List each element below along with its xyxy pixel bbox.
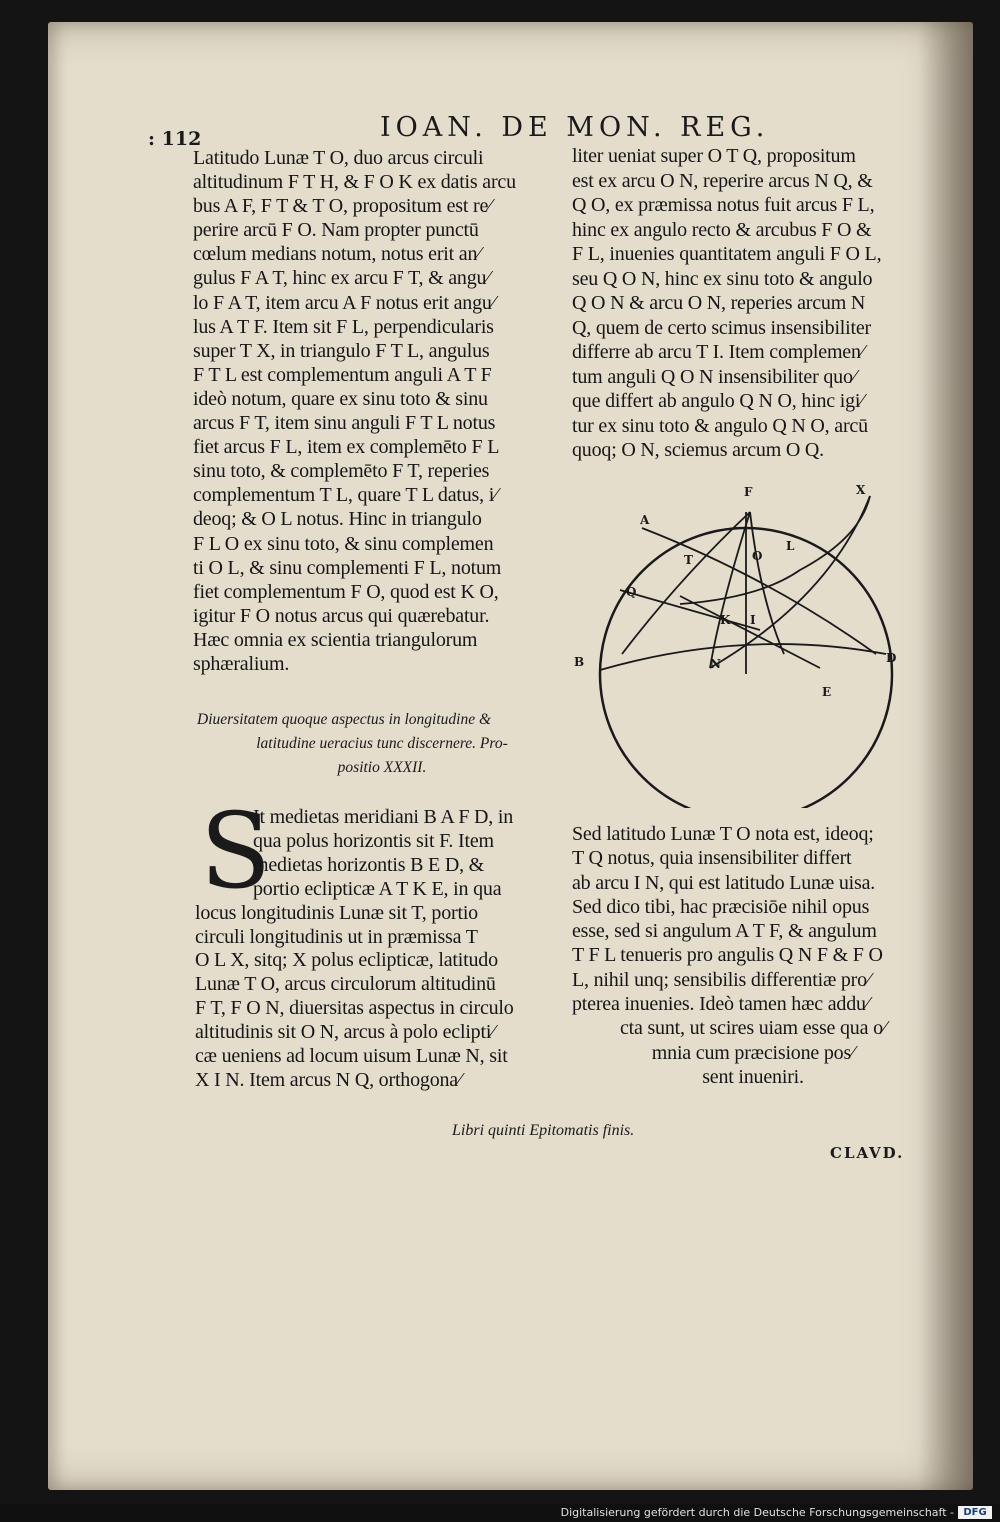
label-a: A bbox=[640, 513, 650, 527]
altitude-arc bbox=[622, 512, 750, 654]
text-line: Sed latitudo Lunæ T O nota est, ideoq; bbox=[572, 823, 874, 845]
text-line: fiet complementum F O, quod est K O, bbox=[193, 580, 499, 603]
page-number: : 112 bbox=[148, 128, 202, 150]
text-line: Sed dico tibi, hac præcisiōe nihil opus bbox=[572, 895, 870, 918]
label-n: N bbox=[710, 657, 721, 671]
text-line: O L X, sitq; X polus eclipticæ, latitudo bbox=[195, 949, 498, 972]
arc-fl bbox=[680, 596, 820, 668]
text-line: seu Q O N, hinc ex sinu toto & angulo bbox=[572, 267, 873, 290]
text-line: lus A T F. Item sit F L, perpendicularis bbox=[193, 315, 494, 338]
text-line: Latitudo Lunæ T O, duo arcus circuli bbox=[193, 147, 484, 169]
text-line: medietas horizontis B E D, & bbox=[253, 853, 485, 876]
text-line: lo F A T, item arcu A F notus erit angu⁄ bbox=[193, 291, 495, 314]
drop-capital: S bbox=[200, 790, 272, 912]
text-line: igitur F O notus arcus qui quærebatur. bbox=[193, 604, 490, 627]
text-line: Hæc omnia ex scientia triangulorum bbox=[193, 628, 478, 651]
text-line: gulus F A T, hinc ex arcu F T, & angu⁄ bbox=[193, 267, 490, 290]
colophon: Libri quinti Epitomatis finis. bbox=[452, 1122, 635, 1139]
label-x: X bbox=[856, 483, 866, 497]
text-line: ti O L, & sinu complementi F L, notum bbox=[193, 556, 502, 579]
label-l: L bbox=[786, 539, 795, 553]
proposition-title-line: Diuersitatem quoque aspectus in longitudine & bbox=[197, 711, 492, 728]
text-line: super T X, in triangulo F T L, angulus bbox=[193, 339, 490, 362]
sphere-diagram bbox=[560, 478, 940, 808]
text-line: T F L tenueris pro angulis Q N F & F O bbox=[572, 944, 883, 967]
label-q: Q bbox=[626, 585, 637, 599]
text-line: perire arcū F O. Nam propter punctū bbox=[193, 219, 479, 242]
footer-bar bbox=[0, 1504, 1000, 1522]
text-line: qua polus horizontis sit F. Item bbox=[253, 829, 494, 852]
text-line: Lunæ T O, arcus circulorum altitudinū bbox=[195, 973, 496, 996]
text-line: T Q notus, quia insensibiliter differt bbox=[572, 847, 852, 870]
text-line: sphæralium. bbox=[193, 652, 290, 675]
label-t: T bbox=[684, 553, 693, 567]
text-line: Q O, ex præmissa notus fuit arcus F L, bbox=[572, 194, 875, 216]
proposition-title-line: positio XXXII. bbox=[337, 759, 427, 776]
running-header: IOAN. DE MON. REG. bbox=[380, 112, 770, 143]
footer-credit: Digitalisierung gefördert durch die Deutsche Forschungsgemeinschaft - bbox=[560, 1506, 954, 1519]
text-line: locus longitudinis Lunæ sit T, portio bbox=[195, 901, 478, 924]
text-line: F L O ex sinu toto, & sinu complemen bbox=[193, 532, 494, 555]
text-line: F L, inuenies quantitatem anguli F O L, bbox=[572, 243, 882, 265]
text-line: F T, F O N, diuersitas aspectus in circulo bbox=[195, 997, 514, 1020]
text-line: que differt ab angulo Q N O, hinc igi⁄ bbox=[572, 390, 864, 412]
label-i: I bbox=[750, 613, 756, 627]
text-line: circuli longitudinis ut in præmissa T bbox=[195, 925, 478, 948]
text-line: altitudinum F T H, & F O K ex datis arcu bbox=[193, 171, 516, 194]
text-line: tum anguli Q O N insensibiliter quo⁄ bbox=[572, 365, 856, 388]
label-k: K bbox=[720, 613, 731, 627]
proposition-title-line: latitudine ueracius tunc discernere. Pro- bbox=[256, 735, 508, 752]
text-line: F T L est complementum anguli A T F bbox=[193, 363, 492, 386]
text-line: It medietas meridiani B A F D, in bbox=[253, 806, 514, 828]
text-line: X I N. Item arcus N Q, orthogona⁄ bbox=[195, 1068, 462, 1091]
dfg-logo: DFG bbox=[958, 1506, 992, 1519]
text-line: tur ex sinu toto & angulo Q N O, arcū bbox=[572, 414, 868, 437]
label-d: D bbox=[886, 651, 897, 665]
text-line: fiet arcus F L, item ex complemēto F L bbox=[193, 436, 500, 459]
text-line: arcus F T, item sinu anguli F T L notus bbox=[193, 412, 496, 435]
text-line: sent inueniri. bbox=[702, 1065, 804, 1088]
label-f: F bbox=[744, 485, 753, 499]
text-line: altitudinis sit O N, arcus à polo eclipti⁄ bbox=[195, 1021, 495, 1044]
text-line: Q O N & arcu O N, reperies arcum N bbox=[572, 292, 866, 314]
longitude-arc bbox=[710, 496, 870, 668]
text-line: L, nihil unq; sensibilis differentiæ pro⁄ bbox=[572, 968, 871, 991]
text-line: liter ueniat super O T Q, propositum bbox=[572, 145, 856, 167]
label-b: B bbox=[574, 655, 585, 669]
label-o: O bbox=[752, 549, 763, 563]
text-line: cœlum medians notum, notus erit an⁄ bbox=[193, 243, 481, 266]
text-line: ideò notum, quare ex sinu toto & sinu bbox=[193, 387, 488, 410]
text-line: cta sunt, ut scires uiam esse qua o⁄ bbox=[619, 1017, 887, 1040]
text-line: complementum T L, quare T L datus, i⁄ bbox=[193, 484, 498, 507]
altitude-arc-2 bbox=[750, 512, 784, 654]
text-line: est ex arcu O N, reperire arcus N Q, & bbox=[572, 169, 873, 192]
text-line: pterea inuenies. Ideò tamen hæc addu⁄ bbox=[572, 993, 869, 1016]
text-line: bus A F, F T & T O, propositum est re⁄ bbox=[193, 195, 492, 218]
text-line: esse, sed si angulum A T F, & angulum bbox=[572, 920, 877, 943]
bottom-left-text bbox=[195, 806, 555, 1093]
text-line: sinu toto, & complemēto F T, reperies bbox=[193, 460, 490, 483]
right-column-text bbox=[572, 144, 934, 463]
text-line: ab arcu I N, qui est latitudo Lunæ uisa. bbox=[572, 871, 876, 894]
label-e: E bbox=[822, 685, 832, 699]
text-line: quoq; O N, sciemus arcum O Q. bbox=[572, 439, 824, 461]
catchword: CLAVD. bbox=[830, 1144, 905, 1162]
left-column-text bbox=[193, 146, 553, 676]
bottom-right-text bbox=[572, 822, 934, 1089]
text-line: Q, quem de certo scimus insensibiliter bbox=[572, 316, 872, 339]
text-line: portio eclipticæ A T K E, in qua bbox=[253, 877, 502, 900]
text-line: hinc ex angulo recto & arcubus F O & bbox=[572, 218, 872, 241]
text-line: mnia cum præcisione pos⁄ bbox=[651, 1041, 855, 1064]
text-line: deoq; & O L notus. Hinc in triangulo bbox=[193, 508, 482, 531]
text-line: cæ ueniens ad locum uisum Lunæ N, sit bbox=[195, 1045, 508, 1068]
text-line: differre ab arcu T I. Item complemen⁄ bbox=[572, 341, 864, 363]
proposition-title bbox=[197, 708, 567, 780]
